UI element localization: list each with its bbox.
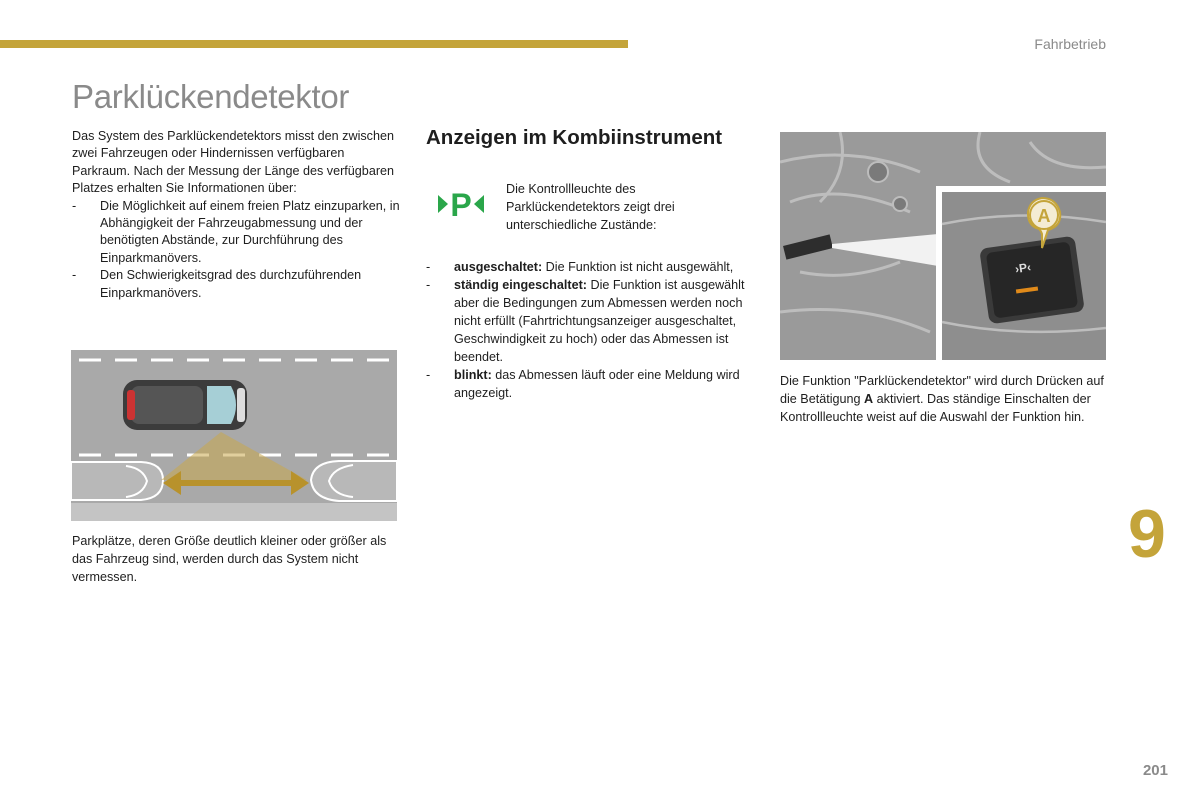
bullet-dash: - bbox=[72, 268, 77, 283]
list-item bbox=[426, 258, 756, 276]
svg-text:P: P bbox=[450, 187, 472, 222]
intro-column bbox=[72, 128, 402, 302]
parking-indicator-icon bbox=[436, 186, 486, 222]
car-topview bbox=[123, 380, 247, 430]
button-caption-text: Die Funktion "Parklückendetektor" wird durch Drücken auf die Betätigung bbox=[780, 374, 1104, 406]
bullet-dash: - bbox=[72, 198, 77, 213]
list-item bbox=[426, 276, 756, 366]
parked-car-right bbox=[311, 461, 397, 501]
button-caption-text: aktiviert. Das ständige Einschalten der Kontrollleuchte weist auf die Auswahl der Funktion hin. bbox=[780, 392, 1091, 424]
intro-bullet-list bbox=[72, 198, 402, 302]
indicator-description: Die Kontrollleuchte des Parklückendetektors zeigt drei unterschiedliche Zustände: bbox=[506, 182, 675, 232]
list-item bbox=[72, 198, 402, 268]
section-header: Fahrbetrieb bbox=[1034, 36, 1106, 52]
parked-car-left bbox=[71, 462, 163, 500]
intro-paragraph: Das System des Parklückendetektors misst den zwischen zwei Fahrzeugen oder Hindernissen verfügbaren Parkraum. Nach der Messung der Länge des verfügbaren Platzes erhalten Sie Informationen über: bbox=[72, 129, 395, 196]
page-number: 201 bbox=[1142, 762, 1168, 779]
bullet-dash: - bbox=[426, 368, 431, 382]
state-text: Die Funktion ist ausgewählt aber die Bedingungen zum Abmessen werden noch nicht erfüllt (Fahrtrichtungsanzeiger ausgeschaltet, Geschwindigkeit zu hoch) oder das Abmessen ist beendet. bbox=[454, 278, 745, 364]
chapter-number: 9 bbox=[1128, 496, 1166, 572]
parking-caption: Parkplätze, deren Größe deutlich kleiner oder größer als das Fahrzeug sind, werden durch das System nicht vermessen. bbox=[72, 534, 387, 584]
button-caption-bold: A bbox=[864, 392, 874, 406]
bullet-dash: - bbox=[426, 278, 431, 292]
list-item bbox=[72, 267, 402, 302]
parking-space-illustration bbox=[71, 350, 397, 521]
button-caption bbox=[780, 372, 1110, 426]
section-heading: Anzeigen im Kombiinstrument bbox=[426, 126, 723, 149]
list-item bbox=[426, 366, 756, 402]
dashboard-button-illustration bbox=[780, 132, 1106, 360]
state-label: ständig eingeschaltet: bbox=[454, 278, 587, 292]
bullet-dash: - bbox=[426, 260, 431, 274]
bullet-text: Die Möglichkeit auf einem freien Platz einzuparken, in Abhängigkeit der Fahrzeugabmessung und der benötigten Abstände, zur Durchführung des Einparkmanövers. bbox=[100, 198, 400, 265]
parking-sensor-button bbox=[979, 236, 1085, 325]
state-label: blinkt: bbox=[454, 368, 492, 382]
state-text: Die Funktion ist nicht ausgewählt, bbox=[542, 260, 734, 274]
callout-label: A bbox=[1037, 206, 1051, 226]
state-text: das Abmessen läuft oder eine Meldung wird angezeigt. bbox=[454, 368, 740, 400]
bullet-text: Den Schwierigkeitsgrad des durchzuführenden Einparkmanövers. bbox=[100, 268, 362, 300]
state-label: ausgeschaltet: bbox=[454, 260, 543, 274]
indicator-states-list bbox=[426, 258, 756, 402]
page-title: Parklückendetektor bbox=[72, 78, 350, 115]
header-accent-bar bbox=[0, 40, 628, 48]
svg-text:›P‹: ›P‹ bbox=[1014, 259, 1032, 277]
